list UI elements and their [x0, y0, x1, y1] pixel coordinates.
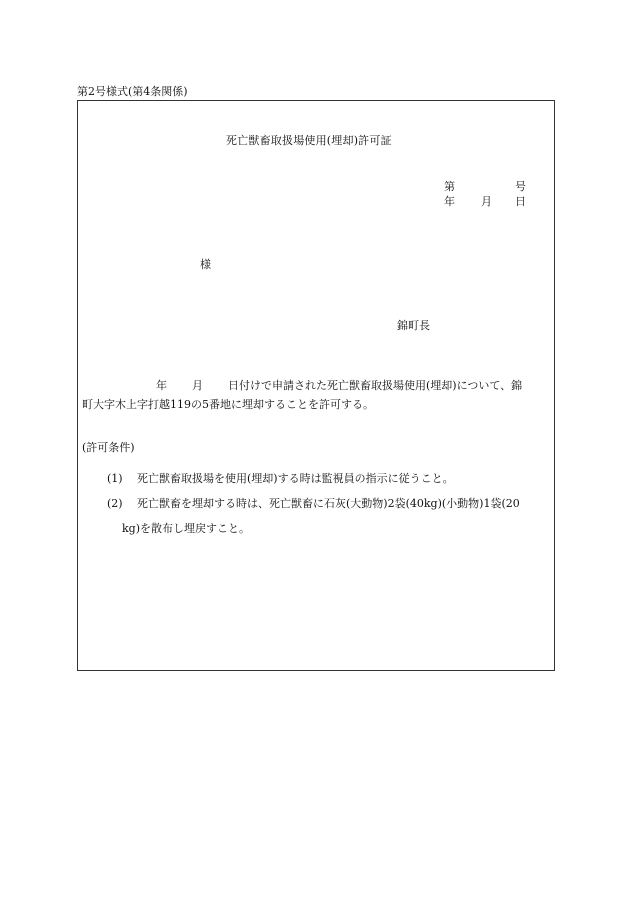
issue-date-year: 年: [444, 195, 455, 208]
certificate-title: 死亡獣畜取扱場使用(埋却)許可証: [226, 134, 392, 147]
body-text-line-2: 町大字木上字打越119の5番地に埋却することを許可する。: [82, 398, 374, 411]
body-application-year: 年: [156, 379, 167, 392]
condition-2-continuation: kg)を散布し埋戻すこと。: [122, 522, 250, 535]
condition-1-number: (1): [107, 472, 123, 485]
form-label: 第2号様式(第4条関係): [77, 85, 188, 98]
condition-1-text: 死亡獣畜取扱場を使用(埋却)する時は監視員の指示に従うこと。: [137, 472, 454, 485]
issue-date-month: 月: [481, 195, 492, 208]
addressee-honorific: 様: [200, 258, 211, 271]
number-prefix: 第: [444, 180, 455, 193]
condition-2-text: 死亡獣畜を埋却する時は、死亡獣畜に石灰(大動物)2袋(40kg)(小動物)1袋(20: [137, 497, 520, 510]
issue-date-day: 日: [515, 195, 526, 208]
body-text-line-1: 日付けで申請された死亡獣畜取扱場使用(埋却)について、錦: [228, 379, 523, 392]
number-suffix: 号: [515, 180, 526, 193]
condition-2-number: (2): [107, 497, 123, 510]
issuer-name: 錦町長: [397, 319, 430, 332]
conditions-heading: (許可条件): [82, 441, 135, 454]
body-application-month: 月: [192, 379, 203, 392]
